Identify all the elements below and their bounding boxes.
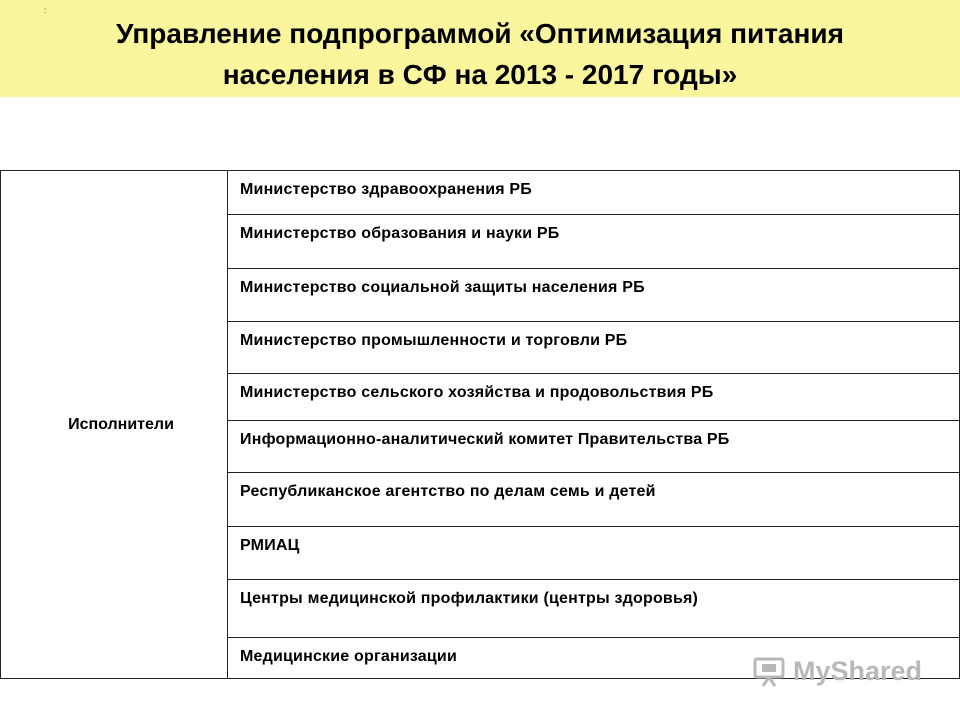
table-cell: Республиканское агентство по делам семь и детей <box>228 473 960 527</box>
table-cell: Медицинские организации <box>228 638 960 679</box>
table-cell: Министерство сельского хозяйства и продовольствия РБ <box>228 374 960 421</box>
table-cell: Министерство социальной защиты населения РБ <box>228 269 960 322</box>
executors-table <box>0 170 960 679</box>
table-row <box>1 171 960 215</box>
watermark-logo <box>753 656 922 687</box>
table-cell: Министерство здравоохранения РБ <box>228 171 960 215</box>
title-line-2: населения в СФ на 2013 - 2017 годы» <box>222 59 738 90</box>
table-cell: Министерство промышленности и торговли РБ <box>228 322 960 374</box>
tiny-mark: : <box>44 6 47 15</box>
table-cell: РМИАЦ <box>228 527 960 580</box>
executors-label-cell <box>1 171 228 679</box>
executors-label: Исполнители <box>68 415 174 433</box>
presentation-board-icon <box>753 657 787 687</box>
title-band <box>0 0 960 97</box>
page-title <box>0 13 960 95</box>
title-line-1: Управление подпрограммой «Оптимизация питания <box>116 18 844 49</box>
table-cell: Центры медицинской профилактики (центры здоровья) <box>228 580 960 638</box>
watermark-text: MyShared <box>792 656 922 686</box>
table-cell: Информационно-аналитический комитет Правительства РБ <box>228 421 960 473</box>
table-cell: Министерство образования и науки РБ <box>228 215 960 269</box>
